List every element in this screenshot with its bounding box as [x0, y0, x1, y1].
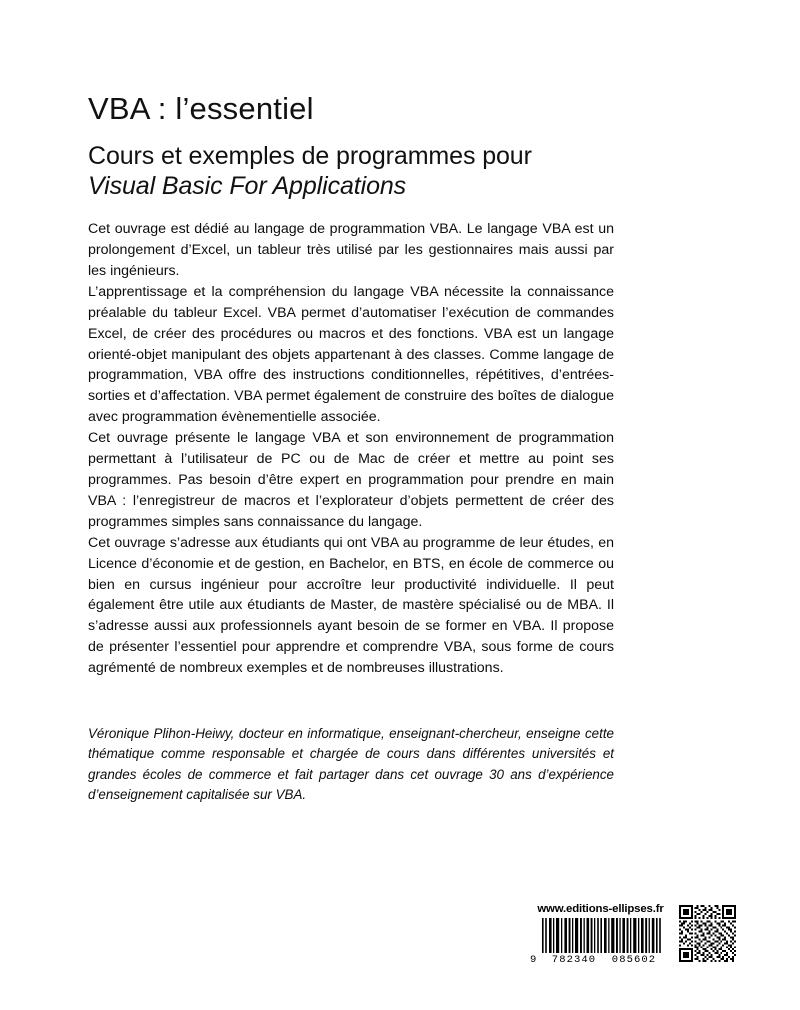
author-bio-text: Véronique Plihon-Heiwy, docteur en informatique, enseignant-chercheur, enseigne cette thématique comme responsable et chargée de cours dans différentes universités et grandes écoles de commerce et fait partager dans cet ouvrage 30 ans d’expérience d’enseignement capitalisée sur VBA.: [88, 726, 614, 803]
qr-code-icon: [679, 905, 736, 962]
cover-content: [88, 92, 614, 806]
cover-footer: [529, 903, 739, 966]
isbn-barcode: [529, 918, 672, 966]
description-text: [88, 219, 614, 679]
author-bio: [88, 724, 614, 806]
subtitle-secondary: Visual Basic For Applications: [88, 171, 407, 200]
publisher-url[interactable]: www.editions-ellipses.fr: [537, 903, 664, 915]
page-title: VBA : l’essentiel: [88, 91, 314, 126]
subtitle-primary: Cours et exemples de programmes pour: [88, 142, 532, 171]
isbn-lead-digit: 9: [530, 954, 538, 966]
isbn-group-b: 085602: [611, 954, 657, 966]
isbn-number: [529, 953, 672, 966]
description-paragraph: Cet ouvrage s’adresse aux étudiants qui ont VBA au programme de leur études, en Licence d’économie et de gestion, en Bachelor, en BTS, en école de commerce ou bien en cursus ingénieur pour accroître leur productivité individuelle. Il peut également être utile aux étudiants de Master, de mastère spécialisé ou de MBA. Il s’adresse aussi aux professionnels ayant besoin de se former en VBA. Il propose de présenter l’essentiel pour apprendre et comprendre VBA, sous forme de cours agrémenté de nombreux exemples et de nombreuses illustrations.: [88, 534, 614, 677]
description-paragraph: Cet ouvrage présente le langage VBA et son environnement de programmation permettant à l’utilisateur de PC ou de Mac de créer et mettre au point ses programmes. Pas besoin d’être expert en programmation pour prendre en main VBA : l’enregistreur de macros et l’explorateur d’objets permettent de créer des programmes simples sans connaissance du langage.: [88, 430, 614, 530]
description-paragraph: L’apprentissage et la compréhension du langage VBA nécessite la connaissance préalable du tableur Excel. VBA permet d’automatiser l’exécution de commandes Excel, de créer des procédures ou macros et des fonctions. VBA est un langage orienté-objet manipulant des objets appartenant à des classes. Comme langage de programmation, VBA offre des instructions conditionnelles, répétitives, d’entrées-sorties et d’affectation. VBA permet également de construire des boîtes de dialogue avec programmation évènementielle associée.: [88, 283, 614, 426]
barcode-block: [529, 903, 672, 966]
qr-code[interactable]: [679, 905, 736, 962]
isbn-group-a: 782340: [551, 954, 597, 966]
description-paragraph: Cet ouvrage est dédié au langage de programmation VBA. Le langage VBA est un prolongement d’Excel, un tableur très utilisé par les gestionnaires mais aussi par les ingénieurs.: [88, 221, 614, 279]
